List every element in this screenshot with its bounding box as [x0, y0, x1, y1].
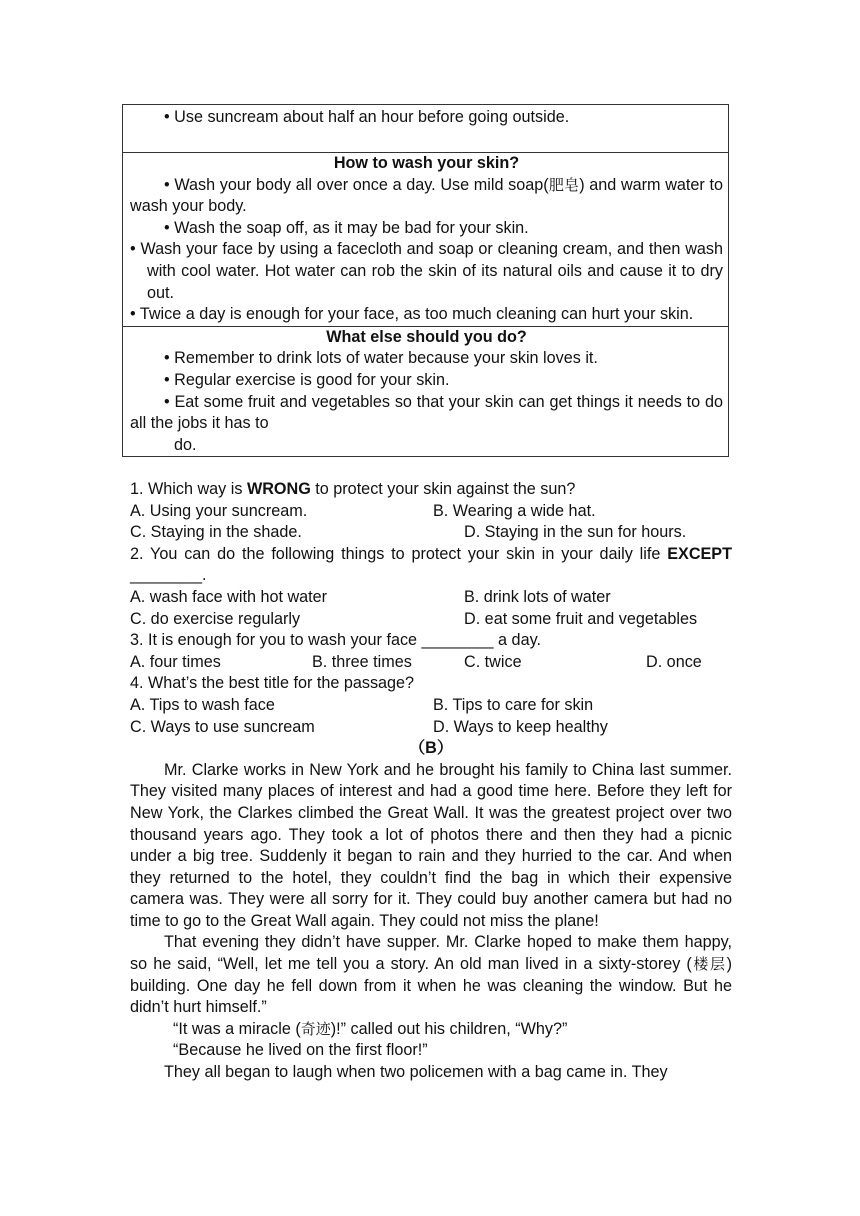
wash-heading: How to wash your skin? — [333, 154, 520, 172]
q4-option-d: D. Ways to keep healthy — [433, 717, 608, 736]
q4-option-a: A. Tips to wash face — [130, 695, 275, 714]
q2-stem-blank: ________. — [130, 566, 207, 585]
storey-cjk: 楼层 — [691, 955, 727, 974]
wash-item-body-text-end: ) and warm water to wash your body. — [130, 175, 723, 216]
question-1-options-cd — [130, 522, 732, 544]
question-1-options-ab — [130, 501, 732, 523]
else-item-fruit: • Eat some fruit and vegetables so that your skin can get things it needs to do all the jobs it has to — [130, 392, 723, 433]
q2-stem-bold: EXCEPT — [667, 544, 732, 563]
table-row-suncream — [123, 105, 728, 153]
table-row-wash — [123, 153, 728, 327]
else-heading: What else should you do? — [326, 327, 527, 346]
section-b-heading: （B） — [408, 739, 454, 758]
q4-option-c: C. Ways to use suncream — [130, 717, 315, 736]
miracle-cjk: 奇迹 — [300, 1019, 331, 1038]
document-body — [130, 479, 732, 1084]
q1-option-d: D. Staying in the sun for hours. — [464, 523, 687, 542]
else-item-water: • Remember to drink lots of water because your skin loves it. — [164, 349, 598, 368]
q3-option-c: C. twice — [464, 652, 522, 671]
q1-option-c: C. Staying in the shade. — [130, 523, 302, 542]
question-4-options-ab — [130, 695, 732, 717]
wash-item-twice: • Twice a day is enough for your face, as too much cleaning can hurt your skin. — [130, 305, 694, 324]
wash-item-face: • Wash your face by using a facecloth and soap or cleaning cream, and then wash with cool water. Hot water can rob the skin of its natural oils and cause it to dry out. — [130, 240, 723, 302]
passage-b-paragraph-2 — [130, 932, 732, 1018]
question-3-stem: 3. It is enough for you to wash your face ________ a day. — [130, 631, 541, 650]
question-2-options-cd — [130, 609, 732, 631]
question-2-options-ab — [130, 587, 732, 609]
q2-option-d: D. eat some fruit and vegetables — [464, 609, 698, 628]
question-2-stem — [130, 544, 732, 587]
table-row-else — [123, 327, 728, 457]
passage-b-paragraph-3: They all began to laugh when two policemen with a bag came in. They — [164, 1063, 668, 1082]
q1-stem-text: 1. Which way is — [130, 480, 247, 498]
q1-stem-text-end: to protect your skin against the sun? — [310, 480, 576, 498]
quote-1-text-end: )!” called out his children, “Why?” — [330, 1019, 568, 1038]
p2-text: That evening they didn’t have supper. Mr. Clarke hoped to make them happy, so he said, “Well, let me tell you a story. An old man lived in a sixty-storey ( — [130, 933, 732, 974]
question-4-stem: 4. What’s the best title for the passage? — [130, 674, 415, 693]
q1-stem-bold: WRONG — [246, 480, 311, 498]
q2-option-c: C. do exercise regularly — [130, 609, 301, 628]
q3-option-d: D. once — [646, 652, 702, 671]
q4-option-b: B. Tips to care for skin — [433, 695, 594, 714]
q2-option-a: A. wash face with hot water — [130, 587, 328, 606]
wash-item-body — [130, 175, 723, 218]
suncream-tip: • Use suncream about half an hour before going outside. — [164, 108, 570, 126]
else-item-exercise: • Regular exercise is good for your skin. — [164, 370, 450, 389]
quote-1-text: “It was a miracle ( — [173, 1019, 301, 1038]
q3-option-b: B. three times — [312, 652, 412, 671]
q1-option-a: A. Using your suncream. — [130, 501, 308, 520]
passage-b-quote-2: “Because he lived on the first floor!” — [173, 1041, 428, 1060]
q2-stem-text: 2. You can do the following things to protect your skin in your daily life — [130, 544, 668, 563]
q1-option-b: B. Wearing a wide hat. — [433, 501, 596, 520]
skin-care-table — [122, 104, 729, 457]
question-4-options-cd — [130, 717, 732, 739]
p2-text-end: ) building. One day he fell down from it when he was cleaning the window. But he didn’t hurt himself.” — [130, 955, 732, 1017]
soap-cjk: 肥皂 — [548, 175, 580, 194]
passage-b-paragraph-1: Mr. Clarke works in New York and he brought his family to China last summer. They visited many places of interest and had a good time here. Before they left for New York, the Clarkes climbed the Great Wall. It was the greatest project over two thousand years ago. They took a lot of photos there and then they had a picnic under a big tree. Suddenly it began to rain and they hurried to the car. And when they returned to the hotel, they couldn’t find the bag in which their expensive camera was. They were all sorry for it. They could buy another camera but had no time to go to the Great Wall again. They could not miss the plane! — [130, 760, 732, 930]
q2-option-b: B. drink lots of water — [464, 587, 611, 606]
wash-item-soap: • Wash the soap off, as it may be bad for your skin. — [164, 218, 529, 237]
question-1-stem — [130, 479, 732, 501]
passage-b-quote-1 — [130, 1019, 732, 1041]
q3-option-a: A. four times — [130, 652, 221, 671]
question-3-options — [130, 652, 732, 674]
else-item-fruit-end: do. — [174, 435, 197, 454]
wash-item-body-text: • Wash your body all over once a day. Use mild soap( — [164, 175, 549, 194]
